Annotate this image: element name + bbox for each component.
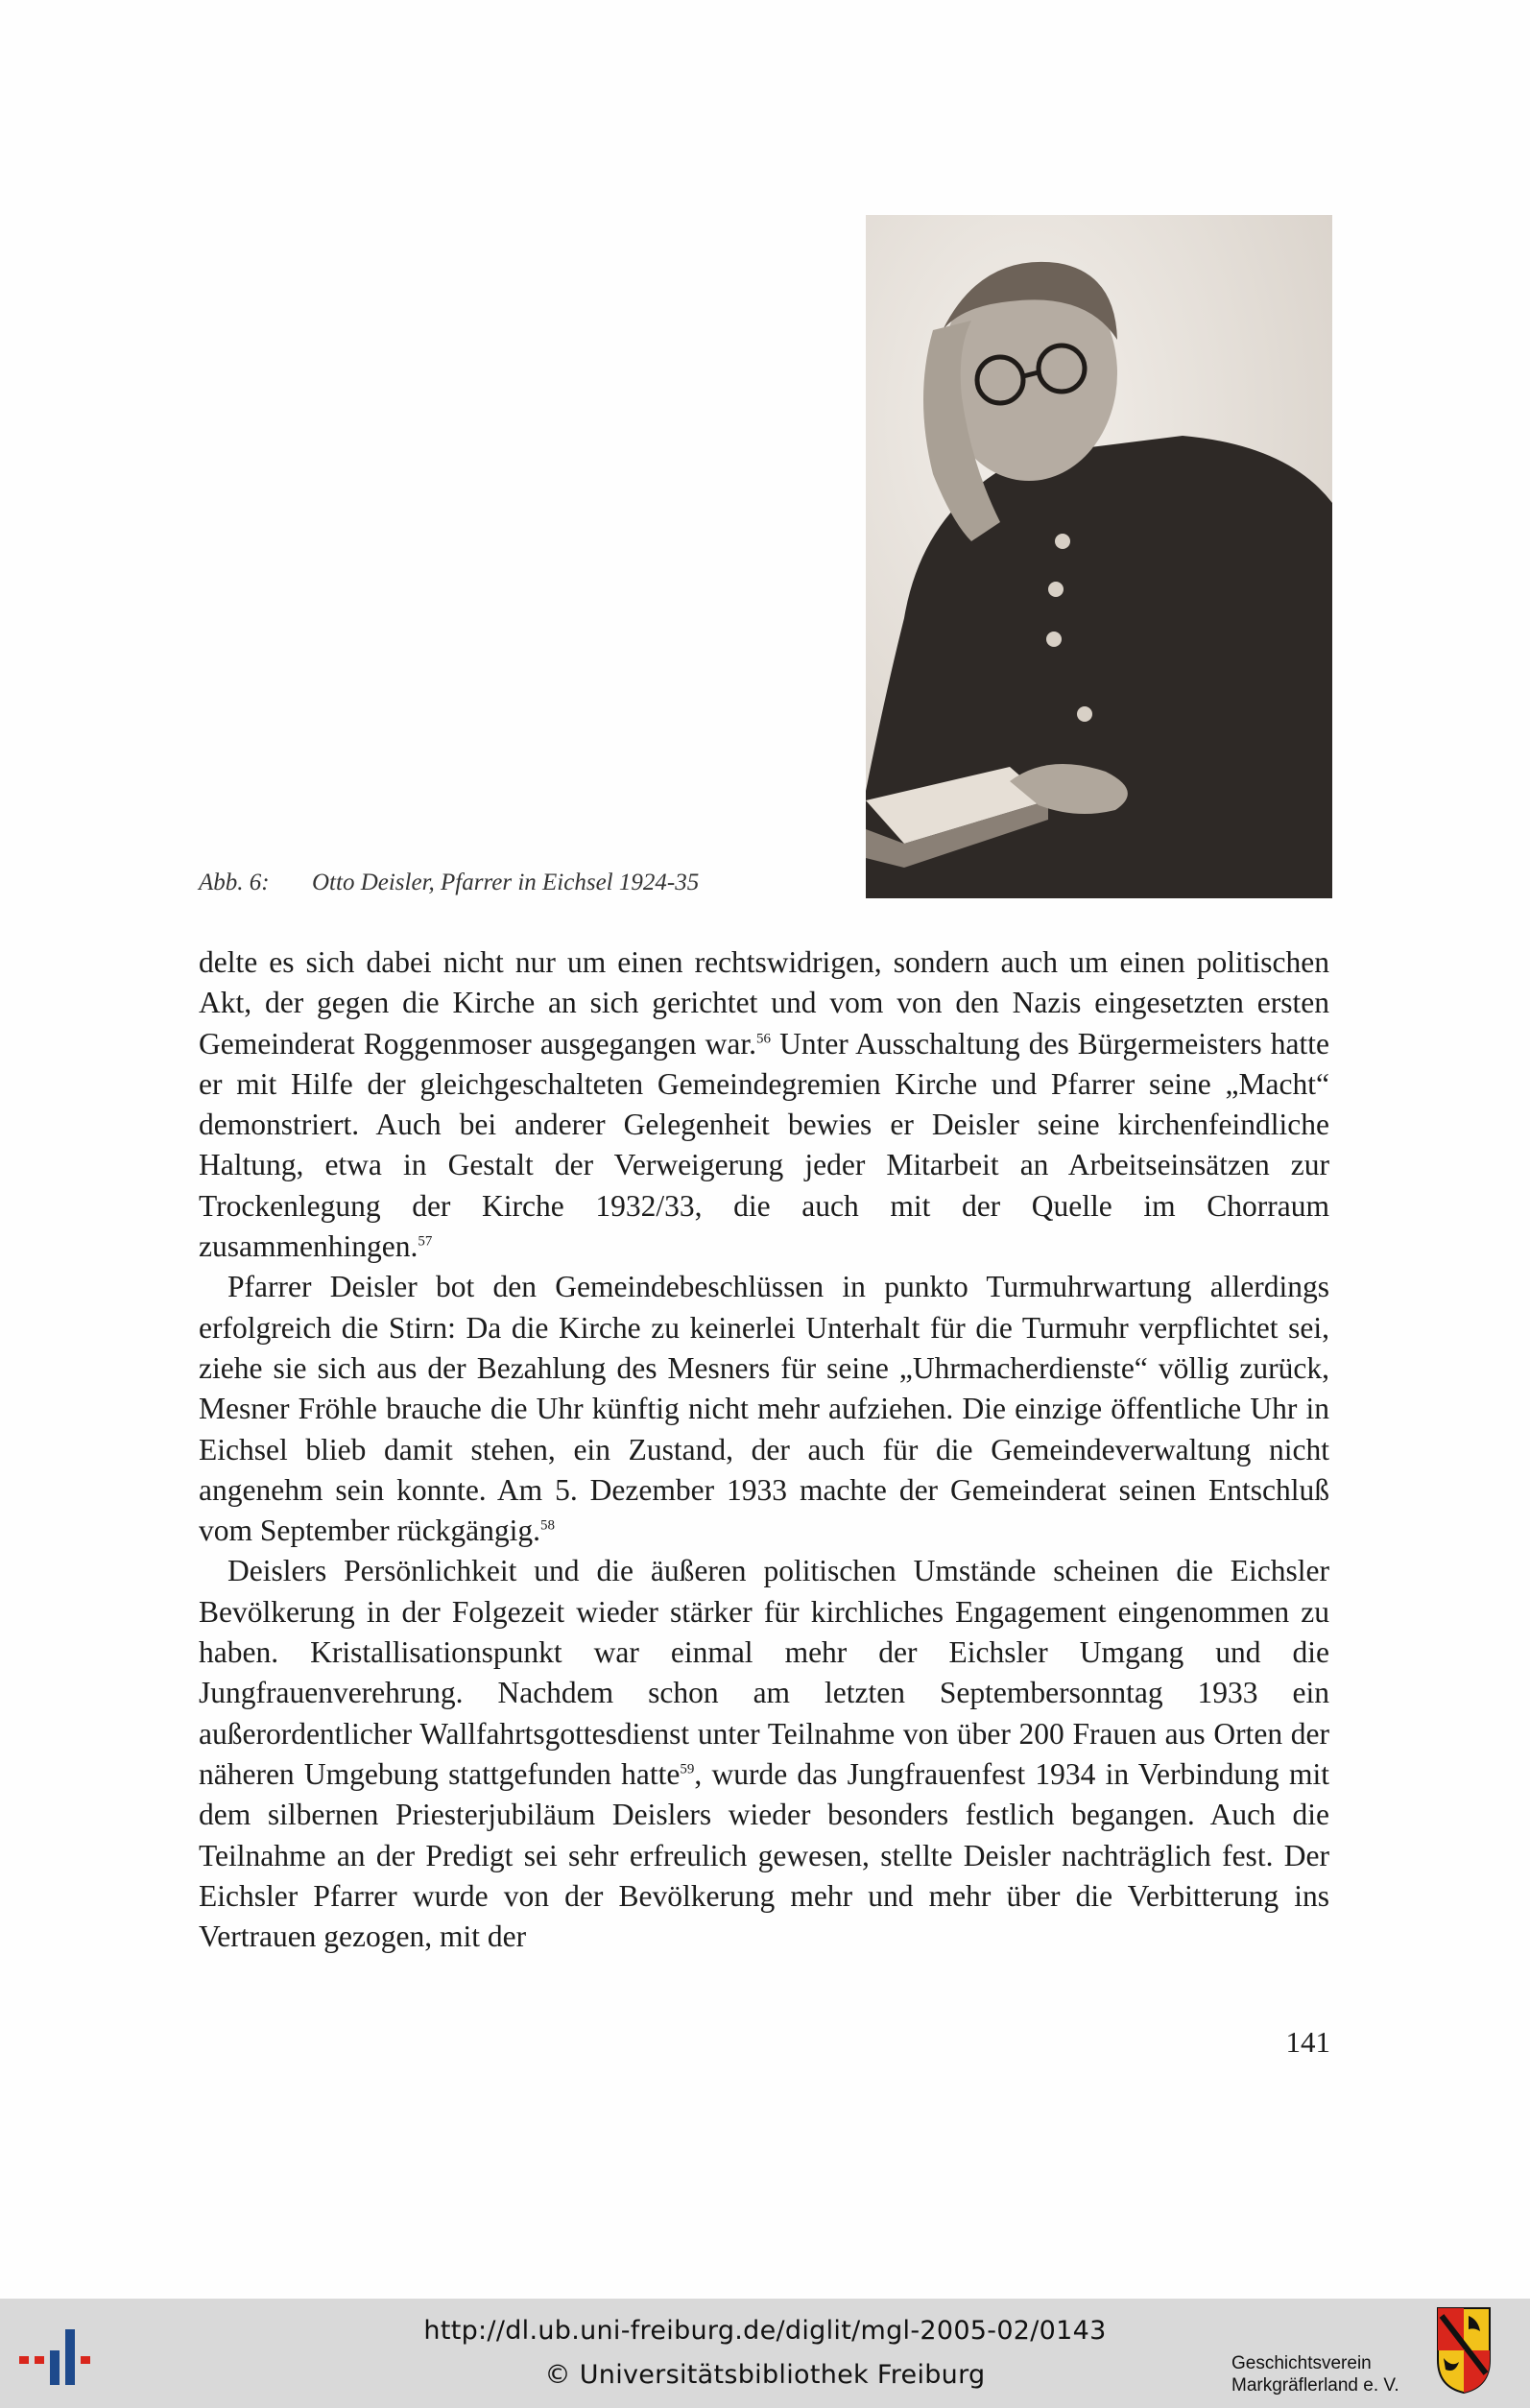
document-url-link[interactable]: http://dl.ub.uni-freiburg.de/diglit/mgl-2005-02/0143 — [423, 2316, 1107, 2346]
paragraph — [199, 942, 1329, 1267]
copyright-notice: © Universitätsbibliothek Freiburg — [544, 2360, 986, 2390]
society-name — [1231, 2352, 1399, 2396]
text-run: delte es sich dabei nicht nur um einen rechtswidrigen, sondern auch um einen politischen Akt, der gegen die Kirche an sich gerichtet und vom von den Nazis eingesetzten ersten Gemeinderat Roggenmoser ausgegangen war. — [199, 945, 1329, 1061]
figure-caption — [199, 870, 775, 896]
figure-caption-text: Otto Deisler, Pfarrer in Eichsel 1924-35 — [312, 870, 700, 895]
paragraph — [199, 1551, 1329, 1957]
footer-bar — [0, 2299, 1530, 2408]
footnote-ref-56[interactable]: 56 — [755, 1031, 771, 1047]
text-run: Deislers Persönlichkeit und die äußeren politischen Umstände scheinen die Eichsler Bevölkerung in der Folgezeit wieder stärker für kirchliches Engagement eingenommen zu haben. Kristallisationspunkt war einmal mehr der Eichsler Umgang und die Jungfrauenverehrung. Nachdem schon am letzten Septembersonntag 1933 ein außerordentlicher Wallfahrtsgottesdienst unter Teilnahme von über 200 Frauen aus Orten der näheren Umgebung stattgefunden hatte — [199, 1554, 1329, 1791]
text-run: Pfarrer Deisler bot den Gemeindebeschlüssen in punkto Turmuhrwartung allerdings erfolgreich die Stirn: Da die Kirche zu keinerlei Unterhalt für die Turmuhr verpflichtet sei, ziehe sie sich aus der Bezahlung des Mesners für seine „Uhrmacherdienste“ völlig zurück, Mesner Fröhle brauche die Uhr künftig nicht mehr aufziehen. Die einzige öffentliche Uhr in Eichsel blieb damit stehen, ein Zustand, der auch für die Gemeindeverwaltung nicht angenehm sein konnte. Am 5. Dezember 1933 machte der Gemeinderat seinen Entschluß vom September rückgängig. — [199, 1270, 1329, 1548]
coat-of-arms-icon[interactable] — [1436, 2306, 1492, 2395]
portrait-photo — [866, 215, 1332, 898]
society-line-2: Markgräflerland e. V. — [1231, 2375, 1399, 2396]
text-run: Unter Ausschaltung des Bürgermeisters hatte er mit Hilfe der gleichgeschalteten Gemeindegremien Kirche und Pfarrer seine „Macht“ demonstriert. Auch bei anderer Gelegenheit bewies er Deisler seine kirchenfeindliche Haltung, etwa in Gestalt der Verweigerung jeder Mitarbeit an Arbeitseinsätzen zur Trockenlegung der Kirche 1932/33, die auch mit der Quelle im Chorraum zusammenhingen. — [199, 1026, 1329, 1264]
text-run: , wurde das Jungfrauenfest 1934 in Verbindung mit dem silbernen Priesterjubiläum Deislers wieder besonders festlich begangen. Auch die Teilnahme an der Predigt sei sehr erfreulich gewesen, stellte Deisler nachträglich fest. Der Eichsler Pfarrer wurde von der Bevölkerung mehr und mehr über die Verbitterung ins Vertrauen gezogen, mit der — [199, 1756, 1330, 1954]
figure-label: Abb. 6: — [199, 870, 270, 895]
paragraph — [199, 1267, 1329, 1551]
footnote-ref-58[interactable]: 58 — [540, 1517, 556, 1534]
footnote-ref-59[interactable]: 59 — [680, 1761, 695, 1777]
page-number: 141 — [1285, 2025, 1330, 2059]
body-text — [199, 942, 1329, 1957]
footnote-ref-57[interactable]: 57 — [418, 1233, 433, 1250]
society-line-1: Geschichtsverein — [1231, 2353, 1372, 2373]
